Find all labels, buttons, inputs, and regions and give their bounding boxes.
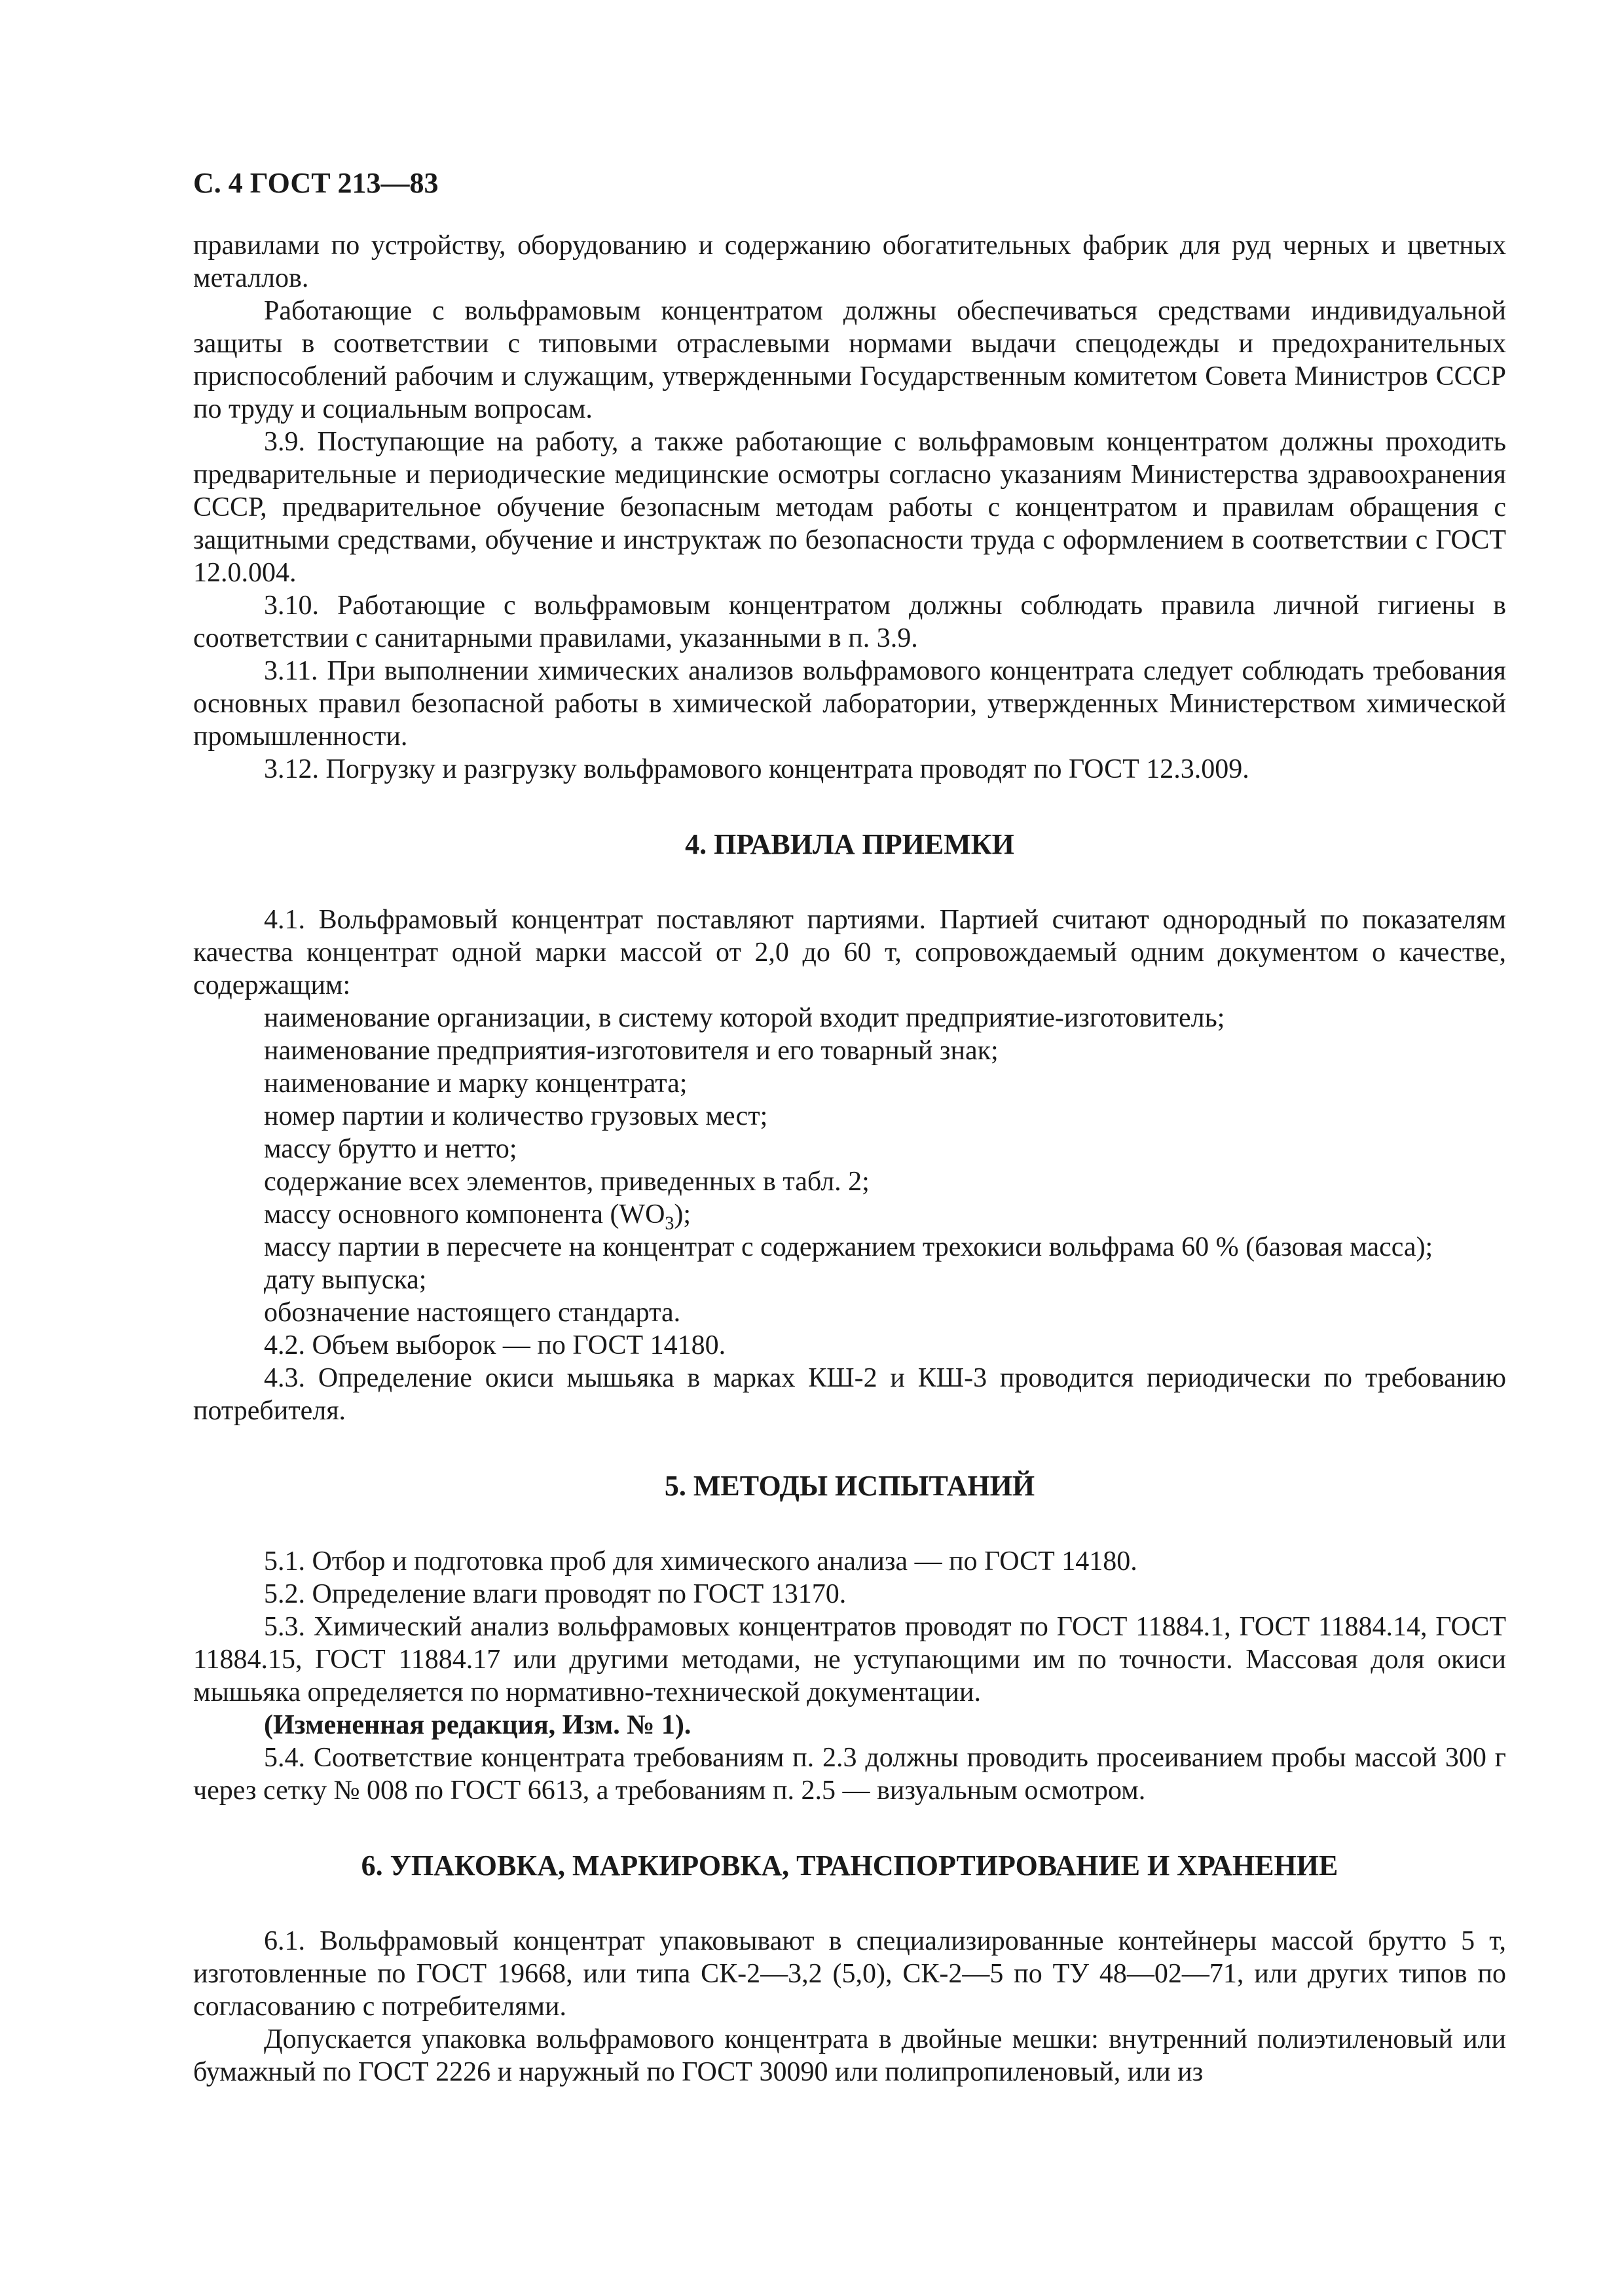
- list-item: наименование организации, в систему которой входит предприятие-изготовитель;: [264, 1003, 1225, 1033]
- paragraph-6-1: 6.1. Вольфрамовый концентрат упаковывают в специализированные контейнеры массой брутто 5 т, изготовленные по ГОСТ 19668, или типа СК-2—3,2 (5,0), СК-2—5 по ТУ 48—02—71, или других типов по согласованию с потребителями.: [193, 1926, 1506, 2022]
- list-item: наименование и марку концентрата;: [264, 1068, 688, 1099]
- paragraph-3-12: 3.12. Погрузку и разгрузку вольфрамового концентрата проводят по ГОСТ 12.3.009.: [264, 754, 1249, 784]
- section-title-6: 6. УПАКОВКА, МАРКИРОВКА, ТРАНСПОРТИРОВАНИЕ И ХРАНЕНИЕ: [361, 1850, 1338, 1882]
- paragraph-5-4: 5.4. Соответствие концентрата требованиям п. 2.3 должны проводить просеиванием пробы массой 300 г через сетку № 008 по ГОСТ 6613, а требованиям п. 2.5 — визуальным осмотром.: [193, 1743, 1506, 1806]
- document-page: [193, 164, 1506, 2088]
- paragraph-5-3: 5.3. Химический анализ вольфрамовых концентратов проводят по ГОСТ 11884.1, ГОСТ 11884.14, ГОСТ 11884.15, ГОСТ 11884.17 или другими методами, не уступающими им по точности. Массовая доля окиси мышьяка определяется по нормативно-технической документации.: [193, 1612, 1506, 1707]
- paragraph-3-11: 3.11. При выполнении химических анализов вольфрамового концентрата следует соблюдать требования основных правил безопасной работы в химической лаборатории, утвержденных Министерством химической промышленности.: [193, 656, 1506, 752]
- paragraph-4-2: 4.2. Объем выборок — по ГОСТ 14180.: [264, 1330, 726, 1360]
- paragraph-4-3: 4.3. Определение окиси мышьяка в марках КШ-2 и КШ-3 проводится периодически по требованию потребителя.: [193, 1363, 1506, 1426]
- list-item: содержание всех элементов, приведенных в табл. 2;: [264, 1167, 870, 1197]
- paragraph-5-2: 5.2. Определение влаги проводят по ГОСТ 13170.: [264, 1579, 847, 1609]
- page-header: С. 4 ГОСТ 213—83: [193, 167, 439, 199]
- paragraph-6-1-cont: Допускается упаковка вольфрамового концентрата в двойные мешки: внутренний полиэтиленовый или бумажный по ГОСТ 2226 и наружный по ГОСТ 30090 или полипропиленовый, или из: [193, 2024, 1506, 2087]
- section-title-4: 4. ПРАВИЛА ПРИЕМКИ: [685, 828, 1014, 860]
- list-item: наименование предприятия-изготовителя и его товарный знак;: [264, 1036, 999, 1066]
- paragraph-5-1: 5.1. Отбор и подготовка проб для химического анализа — по ГОСТ 14180.: [264, 1546, 1137, 1576]
- list-item-text: );: [674, 1199, 691, 1230]
- paragraph-3-9: 3.9. Поступающие на работу, а также работающие с вольфрамовым концентратом должны проходить предварительные и периодические медицинские осмотры согласно указаниям Министерства здравоохранения СССР, предварительное обучение безопасным методам работы с концентратом и правилам обращения с защитными средствами, обучение и инструктаж по безопасности труда с оформлением в соответствии с ГОСТ 12.0.004.: [193, 427, 1506, 588]
- paragraph-4-1: 4.1. Вольфрамовый концентрат поставляют партиями. Партией считают однородный по показателям качества концентрат одной марки массой от 2,0 до 60 т, сопровождаемый одним документом о качестве, содержащим:: [193, 905, 1506, 1000]
- section-title-5: 5. МЕТОДЫ ИСПЫТАНИЙ: [664, 1470, 1035, 1502]
- paragraph: правилами по устройству, оборудованию и содержанию обогатительных фабрик для руд черных и цветных металлов.: [193, 230, 1506, 293]
- list-item: дату выпуска;: [264, 1265, 427, 1295]
- list-item-text: массу основного компонента (WO: [264, 1199, 665, 1230]
- subscript: 3: [665, 1213, 674, 1234]
- revision-note: (Измененная редакция, Изм. № 1).: [264, 1710, 691, 1740]
- list-item: номер партии и количество грузовых мест;: [264, 1101, 768, 1131]
- list-item: массу брутто и нетто;: [264, 1134, 517, 1164]
- paragraph-3-10: 3.10. Работающие с вольфрамовым концентратом должны соблюдать правила личной гигиены в соответствии с санитарными правилами, указанными в п. 3.9.: [193, 591, 1506, 653]
- list-item-wo3: [264, 1198, 1506, 1234]
- list-item: обозначение настоящего стандарта.: [264, 1298, 681, 1328]
- list-item-mass: массу партии в пересчете на концентрат с содержанием трехокиси вольфрама 60 % (базовая масса);: [264, 1232, 1433, 1262]
- paragraph: Работающие с вольфрамовым концентратом должны обеспечиваться средствами индивидуальной защиты в соответствии с типовыми отраслевыми нормами выдачи спецодежды и предохранительных приспособлений рабочим и служащим, утвержденными Государственным комитетом Совета Министров СССР по труду и социальным вопросам.: [193, 296, 1506, 424]
